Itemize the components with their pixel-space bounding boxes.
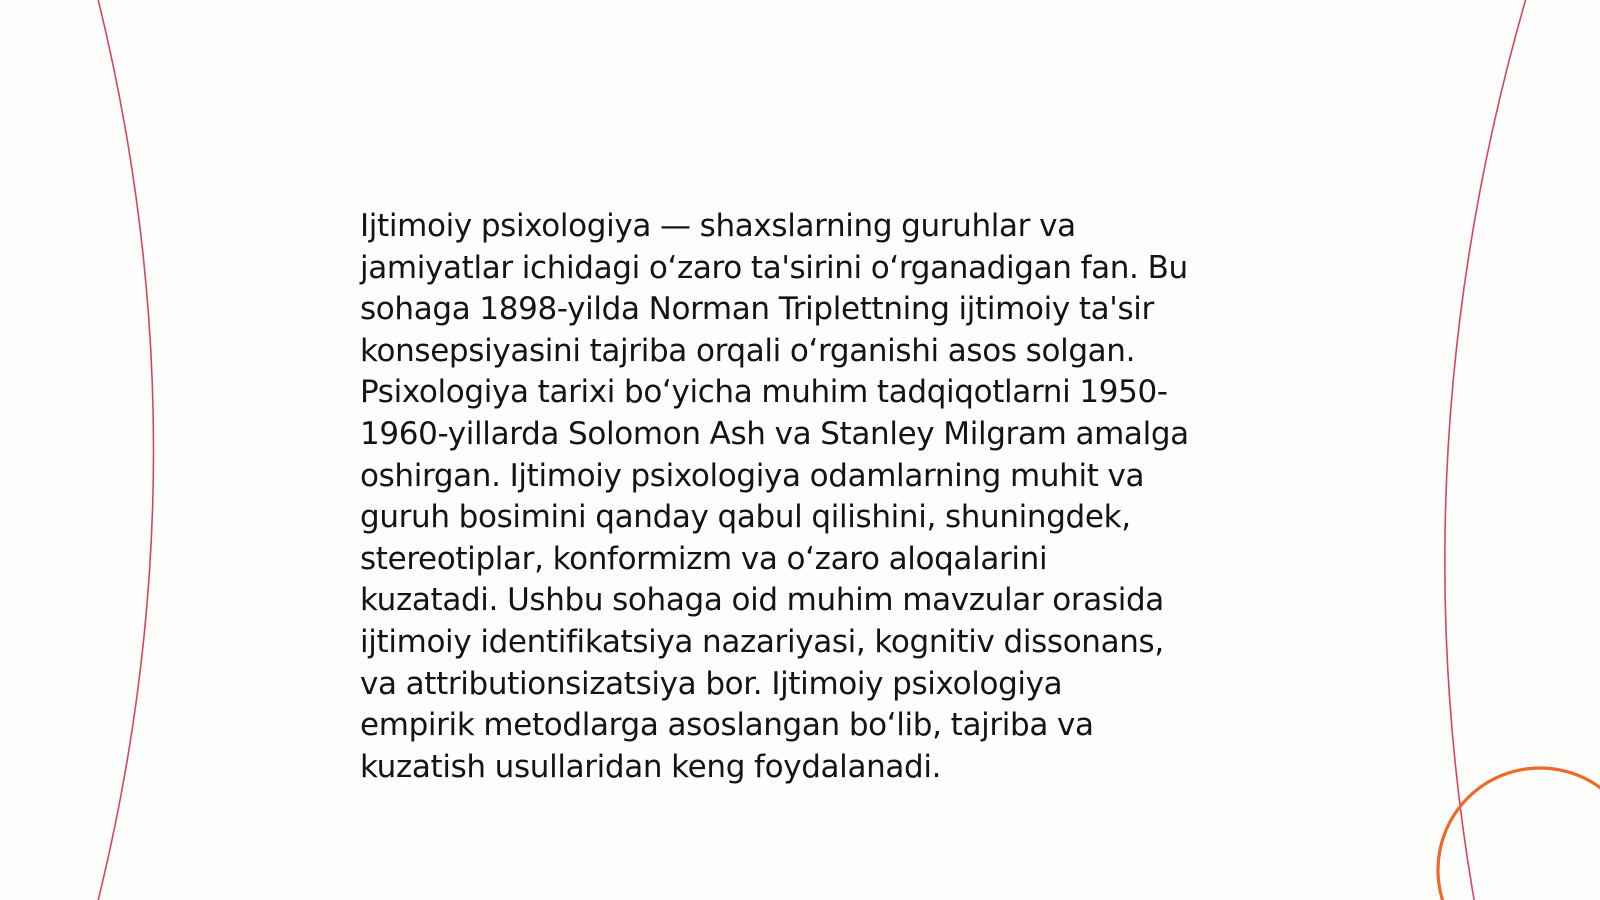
paragraph-line: konsepsiyasini tajriba orqali oʻrganishi asos solgan. <box>360 332 1136 369</box>
paragraph-line: Ijtimoiy psixologiya — shaxslarning guruhlar va <box>360 208 1076 244</box>
orange-arc <box>1438 768 1600 900</box>
body-paragraph <box>360 206 1260 788</box>
paragraph-line: Psixologiya tarixi boʻyicha muhim tadqiqotlarni 1950- <box>360 374 1168 411</box>
paragraph-line: stereotiplar, konformizm va oʻzaro aloqalarini <box>360 540 1048 577</box>
left-curve-line <box>97 0 154 900</box>
paragraph-line: kuzatish usullaridan keng foydalanadi. <box>360 748 942 785</box>
paragraph-line: guruh bosimini qanday qabul qilishini, shuningdek, <box>360 499 1131 536</box>
paragraph-line: 1960-yillarda Solomon Ash va Stanley Milgram amalga <box>360 415 1189 452</box>
paragraph-line: jamiyatlar ichidagi oʻzaro ta'sirini oʻrganadigan fan. Bu <box>360 249 1188 286</box>
paragraph-line: kuzatadi. Ushbu sohaga oid muhim mavzular orasida <box>360 582 1164 619</box>
paragraph-line: sohaga 1898-yilda Norman Triplettning ijtimoiy ta'sir <box>360 291 1154 328</box>
paragraph-line: oshirgan. Ijtimoiy psixologiya odamlarning muhit va <box>360 457 1145 494</box>
paragraph-line: empirik metodlarga asoslangan boʻlib, tajriba va <box>360 707 1094 744</box>
paragraph-line: va attributionsizatsiya bor. Ijtimoiy psixologiya <box>360 665 1063 702</box>
paragraph-line: ijtimoiy identifikatsiya nazariyasi, kognitiv dissonans, <box>360 623 1164 660</box>
right-curve-line <box>1445 0 1527 900</box>
